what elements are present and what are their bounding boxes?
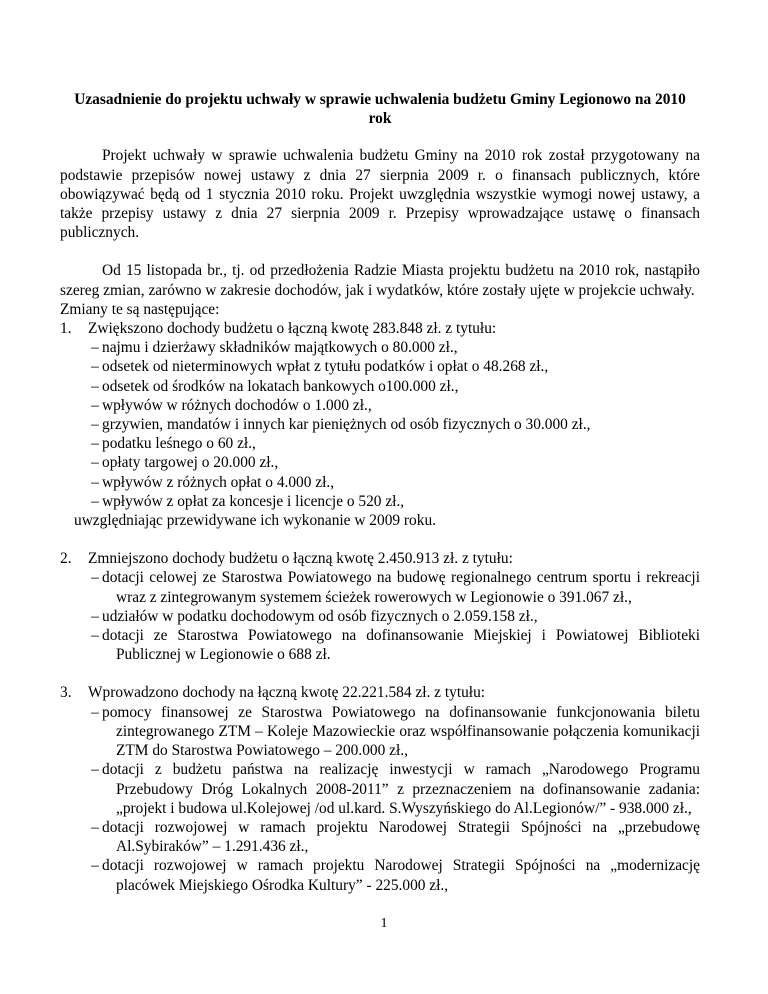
- list-item: – dotacji z budżetu państwa na realizację inwestycji w ramach „Narodowego Programu Przebudowy Dróg Lokalnych 2008-2011” z przeznaczeniem na dofinansowanie zadania: „projekt i budowa ul.Kolejowej /od ul.kard. S.Wyszyńskiego do Al.Legionów/” - 938.000 zł.,: [88, 760, 700, 818]
- list-item: – wpływów z opłat za koncesje i licencje o 520 zł.,: [88, 492, 700, 511]
- section-items: [88, 703, 700, 895]
- document-body: [60, 90, 700, 895]
- list-item: – dotacji ze Starostwa Powiatowego na dofinansowanie Miejskiej i Powiatowej Biblioteki Publicznej w Legionowie o 688 zł.: [88, 626, 700, 664]
- intro-paragraph: Projekt uchwały w sprawie uchwalenia budżetu Gminy na 2010 rok został przygotowany na podstawie przepisów nowej ustawy z dnia 27 sierpnia 2009 r. o finansach publicznych, które obowiązywać będą od 1 stycznia 2010 roku. Projekt uwzględnia wszystkie wymogi nowej ustawy, a także przepisy ustawy z dnia 27 sierpnia 2009 r. Przepisy wprowadzające ustawę o finansach publicznych.: [60, 147, 700, 242]
- section-2: [60, 549, 700, 664]
- changes-lead: Zmiany te są następujące:: [60, 300, 220, 318]
- section-3: [60, 683, 700, 894]
- list-item: – pomocy finansowej ze Starostwa Powiatowego na dofinansowanie funkcjonowania biletu zintegrowanego ZTM – Koleje Mazowieckie oraz współfinansowanie połączenia komunikacji ZTM do Starostwa Powiatowego – 200.000 zł.,: [88, 703, 700, 761]
- section-number: 1.: [60, 320, 72, 338]
- section-items: [88, 338, 700, 511]
- list-item: – najmu i dzierżawy składników majątkowych o 80.000 zł.,: [88, 338, 700, 357]
- section-number: 2.: [60, 550, 72, 568]
- list-item: – dotacji rozwojowej w ramach projektu Narodowej Strategii Spójności na „modernizację placówek Miejskiego Ośrodka Kultury” - 225.000 zł.,: [88, 856, 700, 894]
- changes-paragraph: Od 15 listopada br., tj. od przedłożenia Radzie Miasta projektu budżetu na 2010 rok, nastąpiło szereg zmian, zarówno w zakresie dochodów, jak i wydatków, które zostały ujęte w projekcie uchwały.: [60, 262, 700, 299]
- section-items: [88, 568, 700, 664]
- section-heading: Wprowadzono dochody na łączną kwotę 22.221.584 zł. z tytułu:: [88, 684, 486, 702]
- list-item: – udziałów w podatku dochodowym od osób fizycznych o 2.059.158 zł.,: [88, 607, 700, 626]
- list-item: – dotacji rozwojowej w ramach projektu Narodowej Strategii Spójności na „przebudowę Al.Sybiraków” – 1.291.436 zł.,: [88, 818, 700, 856]
- list-item: – wpływów z różnych opłat o 4.000 zł.,: [88, 473, 700, 492]
- section-1: [60, 319, 700, 511]
- section-heading: Zmniejszono dochody budżetu o łączną kwotę 2.450.913 zł. z tytułu:: [88, 550, 513, 568]
- list-item: – grzywien, mandatów i innych kar pieniężnych od osób fizycznych o 30.000 zł.,: [88, 415, 700, 434]
- list-item: – odsetek od środków na lokatach bankowych o100.000 zł.,: [88, 377, 700, 396]
- list-item: – podatku leśnego o 60 zł.,: [88, 434, 700, 453]
- page-number: 1: [380, 916, 388, 931]
- document-title: Uzasadnienie do projektu uchwały w sprawie uchwalenia budżetu Gminy Legionowo na 2010 rok: [74, 91, 686, 128]
- list-item: – odsetek od nieterminowych wpłat z tytułu podatków i opłat o 48.268 zł.,: [88, 357, 700, 376]
- section-number: 3.: [60, 684, 72, 702]
- list-item: – opłaty targowej o 20.000 zł.,: [88, 453, 700, 472]
- section-heading: Zwiększono dochody budżetu o łączną kwotę 283.848 zł. z tytułu:: [88, 320, 497, 338]
- section-footer: uwzględniając przewidywane ich wykonanie w 2009 roku.: [74, 512, 436, 530]
- list-item: – dotacji celowej ze Starostwa Powiatowego na budowę regionalnego centrum sportu i rekreacji wraz z zintegrowanym systemem ścieżek rowerowych w Legionowie o 391.067 zł.,: [88, 568, 700, 606]
- list-item: – wpływów w różnych dochodów o 1.000 zł.,: [88, 396, 700, 415]
